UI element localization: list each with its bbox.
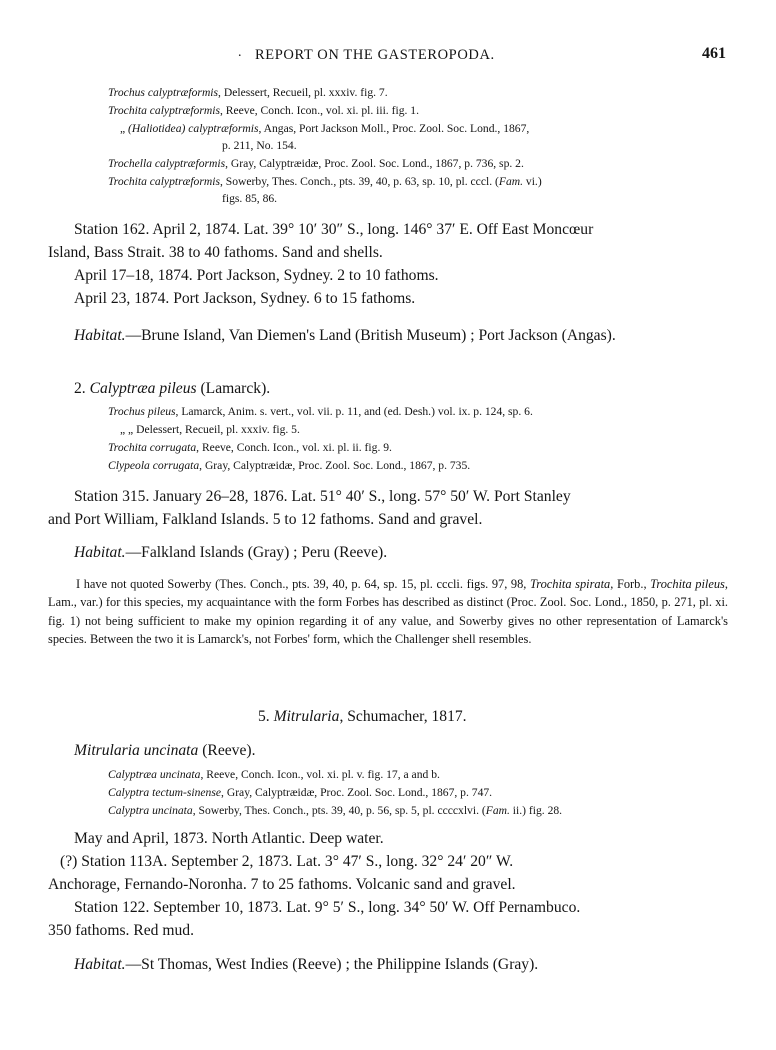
habitat-line: Habitat.—Brune Island, Van Diemen's Land (British Museum) ; Port Jackson (Angas).: [74, 327, 616, 344]
page-number: 461: [702, 45, 726, 62]
species-heading: 2. Calyptræa pileus (Lamarck).: [74, 380, 271, 397]
synonymy-line: Trochella calyptræformis, Gray, Calyptræidæ, Proc. Zool. Soc. Lond., 1867, p. 736, sp. 2.: [108, 157, 524, 170]
station-line: Anchorage, Fernando-Noronha. 7 to 25 fathoms. Volcanic sand and gravel.: [48, 876, 516, 893]
station-line: May and April, 1873. North Atlantic. Deep water.: [74, 830, 384, 847]
station-line: Station 122. September 10, 1873. Lat. 9° 5′ S., long. 34° 50′ W. Off Pernambuco.: [74, 899, 581, 916]
station-line: (?) Station 113A. September 2, 1873. Lat. 3° 47′ S., long. 32° 24′ 20″ W.: [60, 853, 514, 870]
synonymy-line: „ (Haliotidea) calyptræformis, Angas, Port Jackson Moll., Proc. Zool. Soc. Lond., 1867,: [120, 122, 530, 135]
header-title: REPORT ON THE GASTEROPODA.: [255, 47, 495, 63]
synonymy-line: Calyptra tectum-sinense, Gray, Calyptræidæ, Proc. Zool. Soc. Lond., 1867, p. 747.: [108, 786, 493, 799]
synonymy-line: „ „ Delessert, Recueil, pl. xxxiv. fig. 5.: [120, 423, 300, 436]
commentary-paragraph: I have not quoted Sowerby (Thes. Conch., pts. 39, 40, p. 64, sp. 15, pl. cccli. figs. 97, 98, Trochita spirata, Forb., Trochita pileus, Lam., var.) for this species, my acquaintance with the form Forbes has described as distinct (Proc. Zool. Soc. Lond., 1850, p. 271, pl. xi. fig. 1) not being sufficient to make my opinion regarding it of any value, and Sowerby gives no other representation of Lamarck's species. Between the two it is Lamarck's, not Forbes' form, which the Challenger shell resembles.: [48, 577, 728, 647]
synonymy-line: figs. 85, 86.: [222, 192, 278, 205]
habitat-line: Habitat.—St Thomas, West Indies (Reeve) ; the Philippine Islands (Gray).: [74, 956, 539, 973]
synonymy-line: Clypeola corrugata, Gray, Calyptræidæ, Proc. Zool. Soc. Lond., 1867, p. 735.: [108, 459, 471, 472]
station-line: April 17–18, 1874. Port Jackson, Sydney. 2 to 10 fathoms.: [74, 267, 439, 284]
station-line: Station 162. April 2, 1874. Lat. 39° 10′ 30″ S., long. 146° 37′ E. Off East Moncœur: [74, 221, 594, 238]
synonymy-line: Trochita corrugata, Reeve, Conch. Icon., vol. xi. pl. ii. fig. 9.: [108, 441, 392, 454]
synonymy-line: Trochita calyptræformis, Reeve, Conch. Icon., vol. xi. pl. iii. fig. 1.: [108, 104, 419, 117]
synonymy-line: Trochus pileus, Lamarck, Anim. s. vert., vol. vii. p. 11, and (ed. Desh.) vol. ix. p. 124, sp. 6.: [108, 405, 533, 418]
station-line: April 23, 1874. Port Jackson, Sydney. 6 to 15 fathoms.: [74, 290, 416, 307]
synonymy-line: p. 211, No. 154.: [222, 139, 297, 152]
station-line: Station 315. January 26–28, 1876. Lat. 51° 40′ S., long. 57° 50′ W. Port Stanley: [74, 488, 571, 505]
header-dot: .: [238, 45, 242, 60]
synonymy-line: Trochita calyptræformis, Sowerby, Thes. Conch., pts. 39, 40, p. 63, sp. 10, pl. cccl. (Fam. vi.): [108, 175, 542, 188]
species-heading: Mitrularia uncinata (Reeve).: [74, 742, 256, 759]
station-line: Island, Bass Strait. 38 to 40 fathoms. Sand and shells.: [48, 244, 383, 261]
station-line: and Port William, Falkland Islands. 5 to 12 fathoms. Sand and gravel.: [48, 511, 483, 528]
genus-heading: 5. Mitrularia, Schumacher, 1817.: [258, 708, 467, 725]
running-header: [0, 45, 776, 67]
synonymy-line: Calyptra uncinata, Sowerby, Thes. Conch., pts. 39, 40, p. 56, sp. 5, pl. ccccxlvi. (Fam. ii.) fig. 28.: [108, 804, 563, 817]
habitat-line: Habitat.—Falkland Islands (Gray) ; Peru (Reeve).: [74, 544, 388, 561]
station-line: 350 fathoms. Red mud.: [48, 922, 194, 939]
synonymy-line: Trochus calyptræformis, Delessert, Recueil, pl. xxxiv. fig. 7.: [108, 86, 388, 99]
synonymy-line: Calyptræa uncinata, Reeve, Conch. Icon., vol. xi. pl. v. fig. 17, a and b.: [108, 768, 440, 781]
